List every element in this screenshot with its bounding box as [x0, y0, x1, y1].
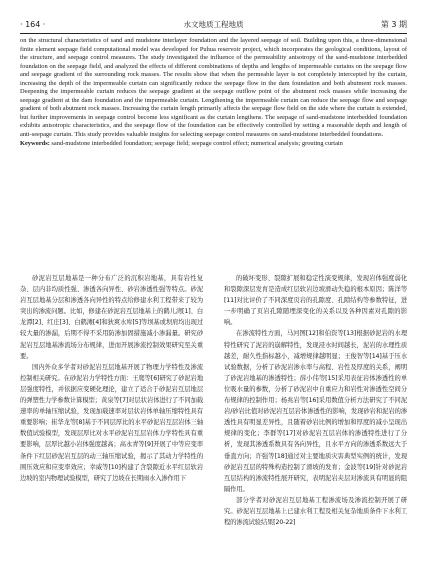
running-header — [20, 18, 407, 30]
paragraph: 在渗流特性方面，马河图[12]和伯资等[13]根据砂泥岩的水理特性研究了泥岩的崩解特性，发现浸水时间越长，泥岩的水理性质越差，耐久性指标越小，减增规律越明显；王俊智等[14]基于压水试验数据，分析了砂泥岩渗水率与高程、岩性及厚度的关系，阐明了砂泥岩地基的渗透特性；薛小伟等[15]采用表征岩体渗透性的单位吸水量的参数，分析了砂泥岩中自重应力和岩性对渗透性空间分布规律的控制作用；杨兆岩等[16]采用数值分析方法研究了不同泥岩/砂岩比值对砂泥岩互层岩体渗透性的影响，发现砂岩和泥岩的渗透性具有明显差异性，且随着砂岩比例的增加和厚度的减小呈现出规律的变化；李群等[17]对砂泥岩互层岩体的渗透特性进行了分析，发现其渗透系数具有各向异性，且水平方向的渗透系数远大于垂直方向；许强等[18]通过对主要地质灾害典型实例的统计，发现砂泥岩互层的特殊构造控制了滑坡的发育；金波等[19]针对砂泥岩互层结构的渗流特性展开研究，表明泥岩夹层对渗流具有明显的阻隔作用。 — [224, 330, 407, 493]
paragraph: 国内外众多学者对砂泥岩互层地基开展了物理力学特性及渗流控制相关研究。在砂泥岩力学特性方面：王爬等[6]研究了砂泥岩地层强度特性，并依据应变硬化理论，建立了适合于砂泥岩互层地层的弹塑性力学参数计算模型；黄泉等[7]对层状岩体进行了不同加载速率的单轴压缩试验，发现加载速率对层状岩体单轴压缩特性具有重要影响；崔华龙等[8]基于不同层厚比的水平砂泥岩互层岩体三轴数值试验模型，发现层厚比对水平砂泥岩互层岩体力学特性具有重要影响，层厚比越小岩体强度越高；高永青等[9]开展了中等应变率条件下红层砂泥岩互层的动三轴压缩试验，揭示了其动力学特性的围压效应和应变率效应；幸威等[10]构建了含裂隙近水平红层软岩边坡的室内物理试验模型，研究了边坡在长期雨水入渗作用下 — [20, 363, 203, 482]
paragraph: 部分学者对砂泥岩互层地基工程渗流场及渗流控制开展了研究。砂泥岩互层地基上已建水利工程及相关复杂地质条件下水利工程的渗流试验结果[20-22] — [224, 496, 407, 527]
keywords-line — [20, 140, 407, 149]
keywords-list: sand-mudstone interbedded foundation; seepage field; seepage control effect; numerical analysis; grouting curtain — [49, 139, 343, 147]
body-column-left — [20, 273, 203, 484]
body-column-right — [224, 273, 407, 528]
paragraph: 砂泥岩互层地基是一种分布广泛的沉积岩地基，具有岩性复杂、层内非均质性强、渗透各向异性、砂岩渗透性强等特点。砂泥岩互层地基分层和渗透各向异性的特点给修建水利工程带来了较为突出的渗流问题。比如，修建在砂泥岩互层地基上的鹤儿湾[1]、白龙潭[2]、红庄[3]、白鹤滩[4]和狄爽水库[5]等坝基或坝肩均出现过较大量的渗漏，后期不得不采用防渗加固措施减小渗漏量。研究砂泥岩互层地基渗流场分布规律，进而开展渗流控制效果研究至关重要。 — [20, 275, 203, 360]
paragraph: 的破坏变形、裂隙扩展和稳定性演变规律，发现岩体强度弱化和裂隙深层发育是造成红层软岩边坡滑动失稳的根本原因；陈洋等[11]对比评价了不同深度页岩的孔隙度、孔隙结构等参数特征，进一步明确了页岩孔隙随埋深变化的关系以及各种因素对孔隙的影响。 — [224, 275, 407, 327]
keywords-label: Keywords: — [20, 139, 50, 147]
issue-number: 第 3 期 — [380, 19, 407, 29]
journal-title: 水文地质工程地质 — [183, 19, 244, 29]
english-abstract — [20, 37, 407, 148]
header-rule — [20, 33, 407, 34]
abstract-text: on the structural characteristics of sand and mudstone interlayer foundation and the layered seepage of soil. Building upon this, a three-dimensional finite element seepage field computational model was developed for Puhua reservoir project, which incorporates the geological conditions, layout of the structure, and seepage control measures. The study investigated the influence of the permeability anisotropy of the sand-mudstone interbedded foundation on the seepage field, and analyzed the effects of different combinations of depths and lengths of impermeable curtains on the seepage flow and seepage gradient of the surrounding rock masses. The results show that when the permeable layer is not completely intercepted by the curtain, increasing the depth of the impermeable curtain can significantly reduce the seepage flow in the dam foundation and both abutment rock masses. Deepening the impermeable curtain reduces the seepage gradient at the seepage outflow point of the abutment rock masses while increasing the seepage gradient at the dam foundation and the impermeable curtain. Lengthening the impermeable curtain can reduce the seepage flow and seepage gradient of both abutment rock masses. Increasing the curtain length primarily affects the seepage flow field on the side where the curtain is extended, but further improvements in seepage control become less significant as the curtain lengthens. The seepage of sand-mudstone interbedded foundation exhibits anisotropic characteristics, and the seepage flow of the foundation can be effectively controlled by setting a reasonable depth and length of anti-seepage curtain. This study provides valuable insights for selecting seepage control measures on sand-mudstone interbedded foundations. — [20, 37, 407, 139]
page-number: · 164 · — [20, 19, 46, 29]
